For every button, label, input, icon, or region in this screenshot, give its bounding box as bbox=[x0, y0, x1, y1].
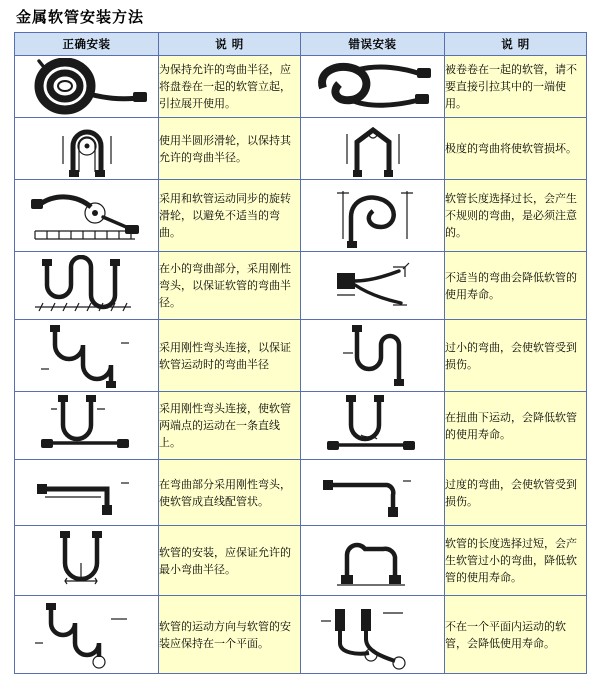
desc-cell-correct: 软管的运动方向与软管的安装应保持在一个平面。 bbox=[159, 596, 301, 674]
table-row bbox=[15, 392, 587, 460]
u-bend-over-semicircular-pulley-icon bbox=[15, 120, 158, 178]
desc-cell-wrong: 软管长度选择过长，会产生不规则的弯曲，是必须注意的。 bbox=[445, 180, 587, 252]
header-correct-desc: 说 明 bbox=[159, 33, 301, 56]
rigid-elbow-ends-in-straight-line-icon bbox=[15, 395, 158, 457]
table-row bbox=[15, 56, 587, 118]
table-row bbox=[15, 526, 587, 596]
table-header bbox=[15, 33, 587, 56]
figure-cell-wrong bbox=[301, 526, 445, 596]
desc-cell-wrong: 被卷卷在一起的软管，请不要直接引拉其中的一端使用。 bbox=[445, 56, 587, 118]
over-long-hose-irregular-bend-icon bbox=[301, 183, 444, 249]
desc-cell-wrong: 极度的弯曲将使软管损坏。 bbox=[445, 118, 587, 180]
desc-cell-correct: 采用和软管运动同步的旋转滑轮，以避免不适当的弯曲。 bbox=[159, 180, 301, 252]
desc-cell-wrong: 在扭曲下运动，会降低软管的使用寿命。 bbox=[445, 392, 587, 460]
figure-cell-wrong bbox=[301, 56, 445, 118]
desc-cell-wrong: 过小的弯曲，会使软管受到损伤。 bbox=[445, 320, 587, 392]
figure-cell-correct bbox=[15, 56, 159, 118]
desc-cell-correct: 软管的安装，应保证允许的最小弯曲半径。 bbox=[159, 526, 301, 596]
figure-cell-wrong bbox=[301, 180, 445, 252]
desc-cell-correct: 采用刚性弯头连接，使软管两端点的运动在一条直线上。 bbox=[159, 392, 301, 460]
improper-tight-bend-at-fitting-icon bbox=[301, 255, 444, 317]
figure-cell-wrong bbox=[301, 252, 445, 320]
figure-cell-wrong bbox=[301, 596, 445, 674]
hose-motion-out-of-plane-icon bbox=[301, 599, 444, 671]
table-row bbox=[15, 252, 587, 320]
table-header-row bbox=[15, 33, 587, 56]
installation-methods-table bbox=[14, 32, 587, 674]
desc-cell-wrong: 软管的长度选择过短，会产生软管过小的弯曲，降低软管的使用寿命。 bbox=[445, 526, 587, 596]
coiled-hose-pulled-one-end-icon bbox=[301, 58, 444, 116]
page-title: 金属软管安装方法 bbox=[16, 8, 145, 26]
figure-cell-wrong bbox=[301, 392, 445, 460]
figure-cell-wrong bbox=[301, 460, 445, 526]
hose-with-synchronized-rotating-pulley-icon bbox=[15, 183, 158, 249]
desc-cell-correct: 采用刚性弯头连接，以保证软管运动时的弯曲半径 bbox=[159, 320, 301, 392]
too-short-hose-small-bend-icon bbox=[301, 529, 444, 593]
desc-cell-wrong: 过度的弯曲，会使软管受到损伤。 bbox=[445, 460, 587, 526]
figure-cell-wrong bbox=[301, 320, 445, 392]
desc-cell-wrong: 不适当的弯曲会降低软管的使用寿命。 bbox=[445, 252, 587, 320]
figure-cell-correct bbox=[15, 180, 159, 252]
desc-cell-correct: 使用半圆形滑轮，以保持其允许的弯曲半径。 bbox=[159, 118, 301, 180]
figure-cell-correct bbox=[15, 460, 159, 526]
excessive-bend-at-corner-icon bbox=[301, 463, 444, 523]
table-row bbox=[15, 180, 587, 252]
header-correct-install: 正确安装 bbox=[15, 33, 159, 56]
desc-cell-correct: 在小的弯曲部分，采用刚性弯头，以保证软管的弯曲半径。 bbox=[159, 252, 301, 320]
desc-cell-correct: 为保持允许的弯曲半径，应将盘卷在一起的软管立起，引拉展开使用。 bbox=[159, 56, 301, 118]
table-row bbox=[15, 460, 587, 526]
rigid-elbow-straight-pipe-layout-icon bbox=[15, 463, 158, 523]
header-wrong-desc: 说 明 bbox=[445, 33, 587, 56]
rigid-elbow-connection-large-radius-icon bbox=[15, 323, 158, 389]
table-row bbox=[15, 596, 587, 674]
desc-cell-correct: 在弯曲部分采用刚性弯头，使软管成直线配管状。 bbox=[159, 460, 301, 526]
hose-twisted-under-motion-icon bbox=[301, 395, 444, 457]
too-small-bend-radius-u-shape-icon bbox=[301, 323, 444, 389]
header-wrong-install: 错误安装 bbox=[301, 33, 445, 56]
coiled-hose-standing-roll-icon bbox=[15, 58, 158, 116]
sharp-v-bend-over-point-icon bbox=[301, 120, 444, 178]
figure-cell-correct bbox=[15, 526, 159, 596]
desc-cell-wrong: 不在一个平面内运动的软管，会降低使用寿命。 bbox=[445, 596, 587, 674]
hose-motion-same-plane-icon bbox=[15, 599, 158, 671]
rigid-elbow-at-small-bend-icon bbox=[15, 255, 158, 317]
table-row bbox=[15, 118, 587, 180]
figure-cell-correct bbox=[15, 596, 159, 674]
figure-cell-correct bbox=[15, 252, 159, 320]
table-row bbox=[15, 320, 587, 392]
figure-cell-wrong bbox=[301, 118, 445, 180]
figure-cell-correct bbox=[15, 320, 159, 392]
figure-cell-correct bbox=[15, 392, 159, 460]
figure-cell-correct bbox=[15, 118, 159, 180]
u-shaped-minimum-bend-radius-icon bbox=[15, 529, 158, 593]
table-body bbox=[15, 56, 587, 674]
